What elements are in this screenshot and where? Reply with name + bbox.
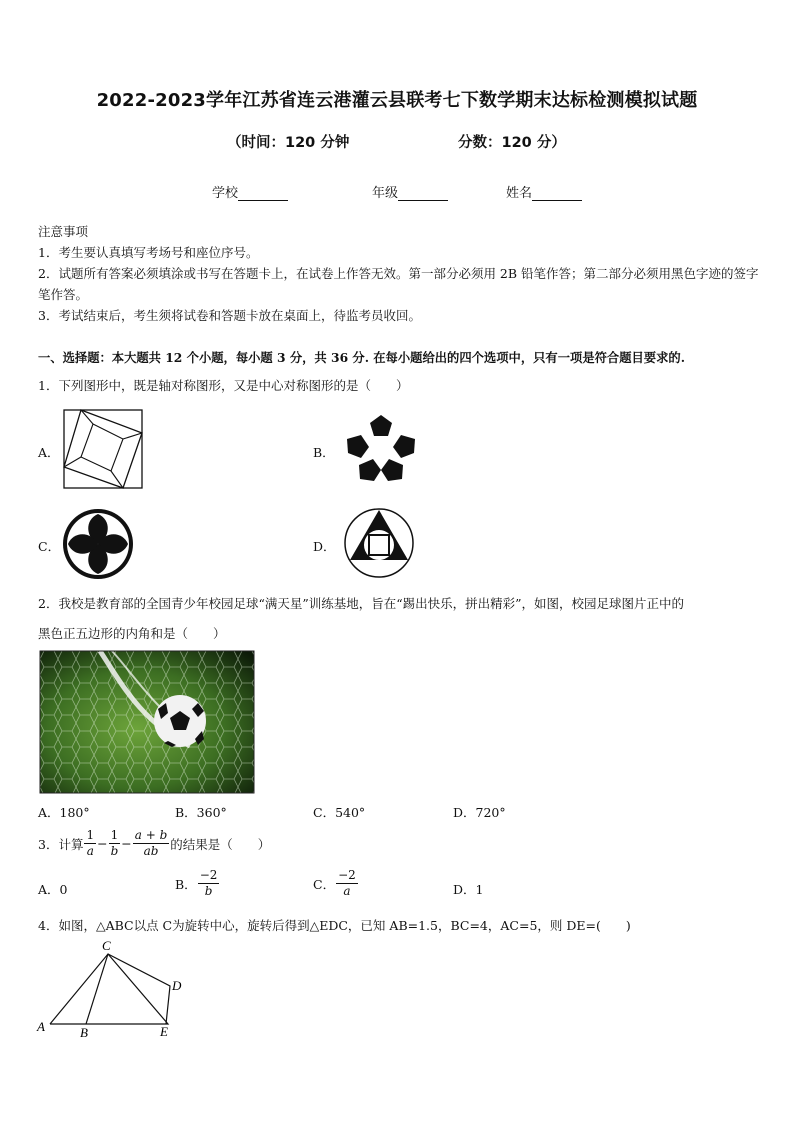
note-item: 3．考试结束后，考生须将试卷和答题卡放在桌面上，待监考员收回。: [38, 308, 421, 323]
q1-option-a-label: A．: [38, 445, 60, 460]
name-label: 姓名: [506, 186, 533, 201]
q1-stem: 1．下列图形中，既是轴对称图形，又是中心对称图形的是（ ）: [38, 378, 409, 393]
q1-option-d-label: D．: [313, 539, 336, 554]
q1-option-c-label: C．: [38, 539, 61, 554]
q2-stem-line1: 2．我校是教育部的全国青少年校园足球“满天星”训练基地，旨在“踢出快乐，拼出精彩”，如图，校园足球图片正中的: [38, 596, 685, 611]
note-item: 2．试题所有答案必须填涂或书写在答题卡上，在试卷上作答无效。第一部分必须用 2B 铅笔作答；第二部分必须用黑色字迹的签字笔作答。: [38, 266, 759, 302]
school-blank[interactable]: [238, 186, 288, 201]
q2-stem-line2: 黑色正五边形的内角和是（ ）: [38, 626, 226, 641]
soccer-goal-photo: [40, 651, 254, 793]
q1-option-d-figure: [343, 507, 415, 579]
q1-option-a-figure: [63, 409, 143, 489]
q3-option-d: D．1: [453, 882, 484, 897]
section-heading: 一、选择题：本大题共 12 个小题，每小题 3 分，共 36 分. 在每小题给出的四个选项中，只有一项是符合题目要求的.: [38, 350, 685, 365]
q3-option-c-fraction: $\frac{-2}{a}$: [338, 868, 356, 898]
q3-minus-1: −: [97, 836, 108, 851]
grade-field[interactable]: [372, 182, 448, 201]
q1-option-b-label: B．: [313, 445, 335, 460]
q3-option-a: A．0: [38, 882, 68, 897]
q3-option-b: [175, 868, 220, 899]
q3-stem-suffix: 的结果是（ ）: [170, 836, 271, 852]
school-field[interactable]: [212, 182, 288, 201]
q3-fraction-1: $\frac{1}{a}$: [86, 828, 95, 858]
name-blank[interactable]: [532, 186, 582, 201]
q3-minus-2: −: [121, 836, 132, 851]
q3-fraction-2: $\frac{1}{b}$: [110, 828, 119, 858]
notes-heading: 注意事项: [38, 224, 89, 239]
q2-option-b: B．360°: [175, 805, 227, 820]
q4-stem: 4．如图，△ABC以点 C为旋转中心，旋转后得到△EDC，已知 AB=1.5，BC=4，AC=5，则 DE=( ): [38, 918, 631, 933]
exam-score: 分数：120 分）: [458, 135, 566, 151]
q2-option-a: A．180°: [38, 805, 90, 820]
q2-option-c: C．540°: [313, 805, 366, 820]
point-b-label: B: [80, 1025, 88, 1040]
point-d-label: D: [172, 978, 182, 993]
q1-option-b-figure: [344, 413, 418, 483]
school-label: 学校: [212, 186, 239, 201]
note-item: 1．考生要认真填写考场号和座位序号。: [38, 245, 259, 260]
grade-blank[interactable]: [398, 186, 448, 201]
q3-stem-prefix: 3．计算: [38, 836, 84, 852]
name-field[interactable]: [506, 182, 582, 201]
q3-option-c: [313, 868, 359, 899]
point-e-label: E: [160, 1024, 168, 1039]
q2-option-d: D．720°: [453, 805, 506, 820]
q3-option-b-label: B．: [175, 876, 197, 892]
q3-option-c-label: C．: [313, 876, 336, 892]
exam-time: （时间：120 分钟: [227, 135, 350, 151]
point-a-label: A: [37, 1019, 45, 1034]
paper-title: 2022-2023学年江苏省连云港灌云县联考七下数学期末达标检测模拟试题: [96, 90, 698, 111]
q3-stem: [38, 828, 270, 859]
notes-block: [38, 221, 760, 326]
grade-label: 年级: [372, 186, 399, 201]
q3-option-b-fraction: $\frac{-2}{b}$: [199, 868, 218, 898]
q1-option-c-figure: [62, 508, 134, 580]
point-c-label: C: [102, 938, 111, 953]
q4-triangle-figure: [36, 938, 186, 1040]
q3-fraction-3: $\frac{a + b}{ab}$: [134, 828, 168, 858]
